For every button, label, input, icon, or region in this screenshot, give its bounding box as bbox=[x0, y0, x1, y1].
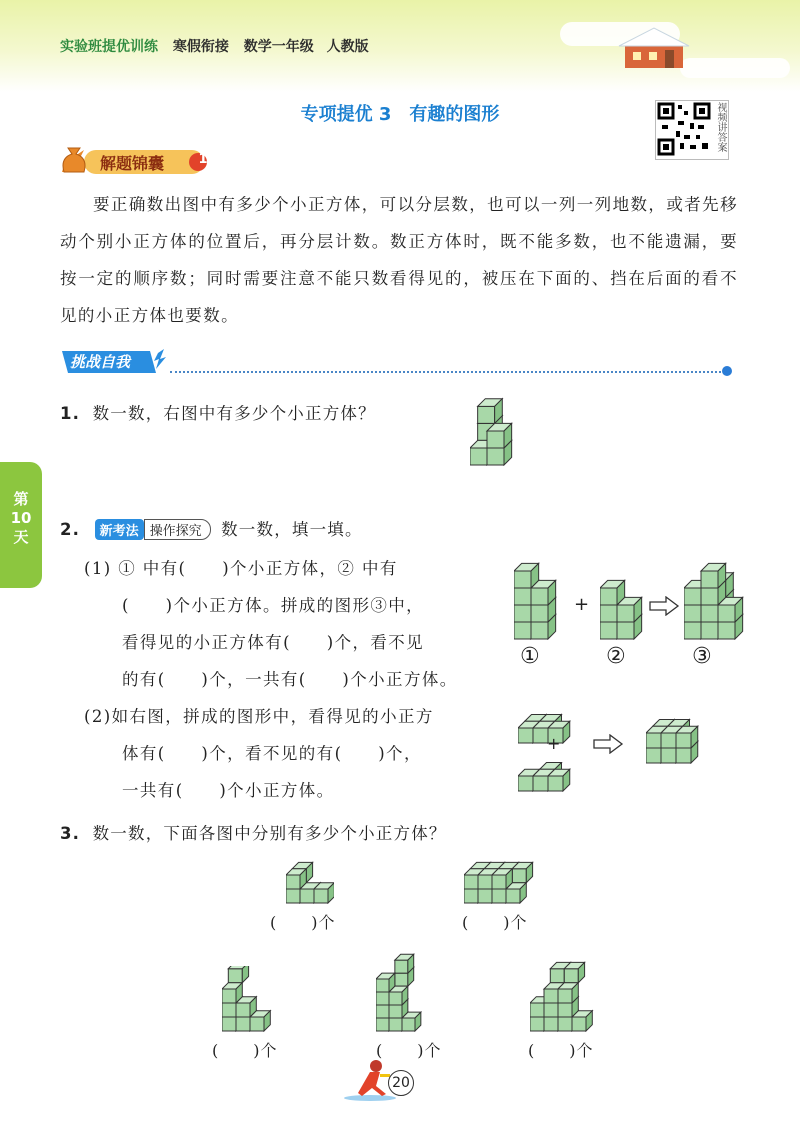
figure-q3-a bbox=[286, 852, 334, 904]
q2-part1-line: 看得见的小正方体有( )个，看不见 bbox=[122, 633, 425, 652]
arrow-icon bbox=[592, 734, 624, 754]
q2-part2-line: 一共有( )个小正方体。 bbox=[122, 781, 335, 800]
cube bbox=[286, 869, 306, 889]
cube bbox=[558, 983, 578, 1003]
shape-label-2: ② bbox=[606, 644, 626, 669]
cube-figure bbox=[470, 394, 530, 466]
bag-icon bbox=[58, 144, 88, 176]
cube bbox=[492, 869, 512, 889]
day-tab-line2: 10 bbox=[10, 509, 32, 527]
day-tab-line3: 天 bbox=[13, 528, 29, 546]
qr-label: 视频讲答案 bbox=[715, 102, 726, 152]
cube bbox=[478, 399, 503, 424]
day-tab bbox=[0, 462, 42, 588]
answer-blank: ( )个 bbox=[212, 1041, 278, 1060]
shape-label-1: ① bbox=[520, 644, 540, 669]
cube-figure bbox=[646, 712, 712, 764]
question-3 bbox=[60, 820, 447, 844]
cube-figure bbox=[600, 574, 646, 640]
answer-blank: ( )个 bbox=[270, 913, 336, 932]
cube bbox=[676, 726, 698, 748]
cube bbox=[228, 966, 248, 983]
challenge-label: 挑战自我 bbox=[70, 353, 131, 371]
divider-line bbox=[170, 371, 725, 373]
question-1 bbox=[60, 400, 376, 424]
cube bbox=[514, 563, 539, 588]
cube-figure bbox=[514, 560, 560, 640]
figure-q2-part2-bottom bbox=[518, 762, 584, 792]
figure-q2-shape2 bbox=[600, 574, 646, 640]
question-text: 数一数，右图中有多少个小正方体？ bbox=[92, 404, 376, 423]
question-number: 2. bbox=[60, 520, 81, 539]
cube-figure bbox=[376, 946, 432, 1032]
brand-name: 实验班提优训练 bbox=[60, 39, 158, 55]
figure-q2-shape3 bbox=[684, 552, 746, 640]
figure-q2-part2-result bbox=[646, 712, 712, 764]
cube bbox=[564, 962, 584, 982]
question-text: 数一数，填一填。 bbox=[221, 520, 363, 539]
cube-figure bbox=[518, 762, 584, 792]
answer-blank: ( )个 bbox=[528, 1041, 594, 1060]
tip-label-text: 解题锦囊 bbox=[100, 154, 165, 173]
arrow-icon bbox=[648, 596, 680, 616]
figure-q3-b bbox=[464, 854, 534, 904]
figure-q1 bbox=[470, 394, 530, 466]
edition-name: 人教版 bbox=[326, 39, 369, 55]
question-2 bbox=[60, 516, 363, 540]
q2-part1-line: 的有( )个，一共有( )个小正方体。 bbox=[122, 670, 458, 689]
tip-paragraph: 要正确数出图中有多少个小正方体，可以分层数，也可以一列一列地数，或者先移动个别小正方体的位置后，再分层计数。数正方体时，既不能多数，也不能遗漏，要按一定的顺序数；同时需要注意不能只数看得见的，被压在下面的、挡在后面的看不见的小正方体也要数。 bbox=[60, 195, 738, 325]
cube bbox=[376, 973, 395, 992]
plus-sign: + bbox=[574, 594, 590, 615]
day-tab-line1: 第 bbox=[13, 490, 29, 508]
cube bbox=[512, 862, 532, 882]
cube bbox=[222, 983, 242, 1003]
cloud-decoration bbox=[680, 58, 790, 78]
tip-number: 1 bbox=[198, 152, 208, 167]
q2-part1-line: ( )个小正方体。拼成的图形③中， bbox=[122, 596, 425, 615]
q2-part1 bbox=[84, 550, 458, 698]
cube bbox=[600, 580, 625, 605]
figure-q3-c bbox=[222, 966, 272, 1032]
qr-code-icon bbox=[656, 101, 712, 157]
series-name: 寒假衔接 bbox=[172, 39, 229, 55]
figure-q2-shape1 bbox=[514, 560, 560, 640]
q2-part2-line: (2)如右图，拼成的图形中，看得见的小正方 bbox=[84, 707, 434, 726]
cube-figure bbox=[464, 854, 534, 904]
house-icon bbox=[615, 26, 690, 70]
grade-name: 数学一年级 bbox=[243, 39, 314, 55]
cube-figure bbox=[684, 552, 746, 640]
cube bbox=[701, 563, 726, 588]
cube-figure bbox=[530, 956, 606, 1032]
page-title: 专项提优 3 有趣的图形 bbox=[300, 104, 500, 125]
plus-sign: + bbox=[547, 734, 561, 753]
new-method-tag: 新考法 bbox=[95, 519, 144, 540]
cube bbox=[314, 883, 334, 903]
q2-part2-line: 体有( )个，看不见的有( )个， bbox=[122, 744, 422, 763]
cube bbox=[395, 954, 414, 973]
figure-q3-d bbox=[376, 946, 432, 1032]
answer-blank: ( )个 bbox=[376, 1041, 442, 1060]
tip-label bbox=[100, 151, 164, 174]
page-number: 20 bbox=[388, 1070, 414, 1096]
header-brand bbox=[60, 36, 369, 56]
cube bbox=[487, 423, 512, 448]
cube-figure bbox=[222, 966, 272, 1032]
q2-part1-line: (1) ① 中有( )个小正方体，② 中有 bbox=[84, 559, 398, 578]
cube bbox=[548, 769, 570, 791]
divider-dot bbox=[722, 366, 732, 376]
answer-blank: ( )个 bbox=[462, 913, 528, 932]
question-number: 3. bbox=[60, 824, 81, 843]
figure-q3-e bbox=[530, 956, 606, 1032]
q2-part2 bbox=[84, 698, 434, 809]
question-text: 数一数，下面各图中分别有多少个小正方体？ bbox=[92, 824, 447, 843]
question-number: 1. bbox=[60, 404, 81, 423]
shape-label-3: ③ bbox=[692, 644, 712, 669]
cube-figure bbox=[286, 852, 334, 904]
question-type-tag: 操作探究 bbox=[144, 519, 211, 540]
